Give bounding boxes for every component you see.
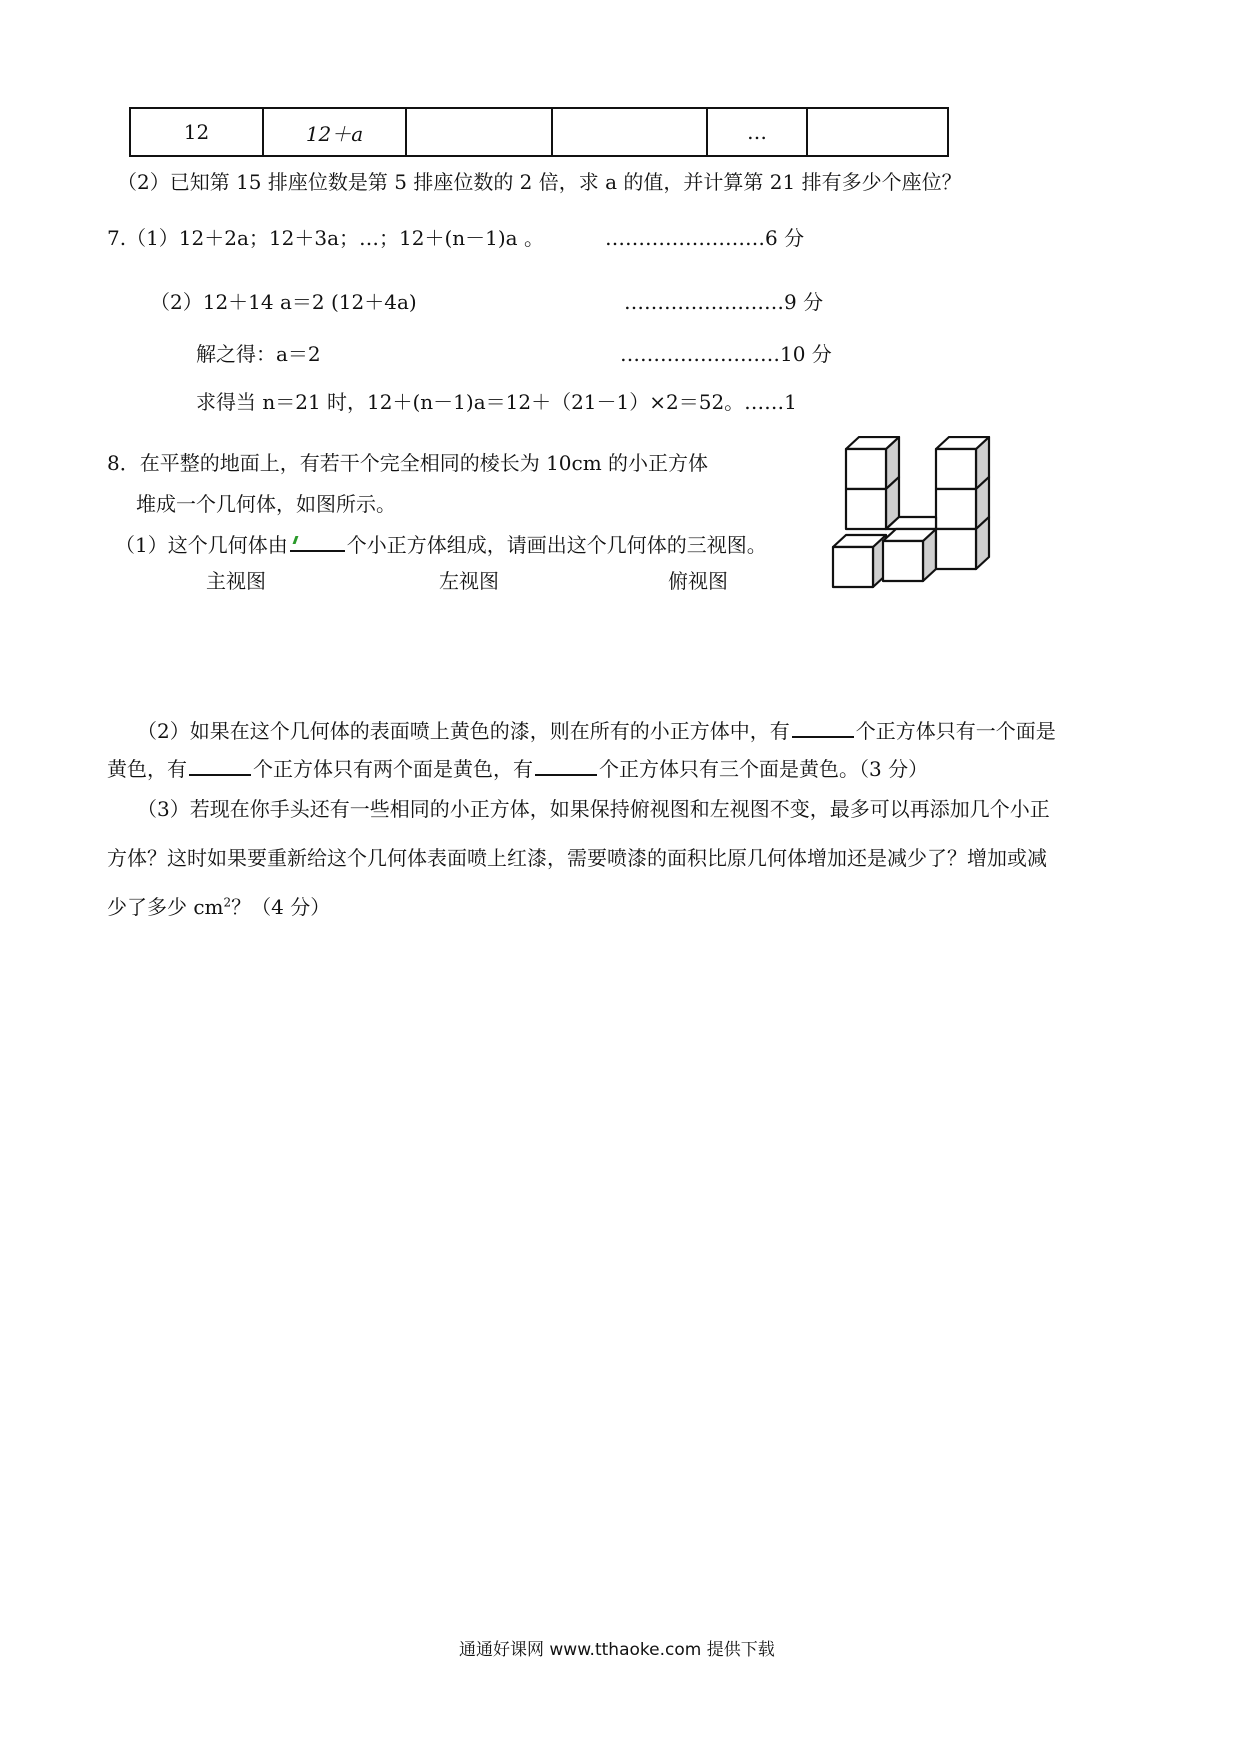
question-8-part-3-line-2: 方体？这时如果要重新给这个几何体表面喷上红漆，需要喷漆的面积比原几何体增加还是减少了？增加或减 xyxy=(107,846,1047,870)
question-8-part-3-line-3 xyxy=(107,895,330,919)
table-cell xyxy=(406,108,552,156)
part-1-text-before: （1）这个几何体由 xyxy=(115,533,288,557)
question-8-stem-1: 8．在平整的地面上，有若干个完全相同的棱长为 10cm 的小正方体 xyxy=(107,451,709,475)
answer-7-score-3: ……………………10 分 xyxy=(620,342,832,366)
view-label-front: 主视图 xyxy=(206,569,266,593)
answer-7-line-4: 求得当 n＝21 时，12＋(n－1)a＝12＋（21－1）×2＝52。……1 xyxy=(196,390,797,414)
cube-icon xyxy=(833,535,886,587)
answer-blank[interactable] xyxy=(535,756,597,776)
table-cell: … xyxy=(707,108,807,156)
question-8-part-2-line-1 xyxy=(137,718,1056,743)
part-3-text: 少了多少 cm xyxy=(107,895,224,919)
table-row xyxy=(130,108,948,156)
cube-icon xyxy=(846,437,899,489)
answer-7-line-2: （2）12＋14 a＝2 (12＋4a) xyxy=(150,290,417,314)
table-cell xyxy=(552,108,707,156)
part-2-text: 个正方体只有一个面是 xyxy=(855,719,1056,743)
answer-7-score-2: ……………………9 分 xyxy=(624,290,824,314)
seat-table xyxy=(129,107,949,157)
answer-blank[interactable] xyxy=(290,532,345,552)
part-3-text: ？（4 分） xyxy=(231,895,331,919)
superscript: 2 xyxy=(223,895,232,910)
question-6-part-2: （2）已知第 15 排座位数是第 5 排座位数的 2 倍，求 a 的值，并计算第 21 排有多少个座位？ xyxy=(117,170,962,194)
page-footer: 通通好课网 www.tthaoke.com 提供下载 xyxy=(459,1640,775,1660)
answer-7-line-3: 解之得：a＝2 xyxy=(196,342,321,366)
cube-stack-figure xyxy=(818,436,1000,600)
answer-7-score-1: ……………………6 分 xyxy=(605,226,805,250)
table-cell: 12 xyxy=(130,108,263,156)
part-2-text: 个正方体只有三个面是黄色。（3 分） xyxy=(599,757,929,781)
view-label-left: 左视图 xyxy=(439,569,499,593)
answer-7-line-1: 7.（1）12＋2a；12＋3a；…；12＋(n－1)a 。 xyxy=(107,226,544,250)
question-8-part-1 xyxy=(115,532,767,557)
question-8-stem-2: 堆成一个几何体，如图所示。 xyxy=(136,492,396,516)
table-cell xyxy=(807,108,948,156)
question-8-part-2-line-2 xyxy=(107,756,928,781)
part-2-text: 个正方体只有两个面是黄色，有 xyxy=(253,757,533,781)
cube-icon xyxy=(936,437,989,489)
part-2-text: 黄色，有 xyxy=(107,757,187,781)
part-2-text: （2）如果在这个几何体的表面喷上黄色的漆，则在所有的小正方体中，有 xyxy=(137,719,790,743)
part-1-text-after: 个小正方体组成，请画出这个几何体的三视图。 xyxy=(346,533,767,557)
question-8-part-3-line-1: （3）若现在你手头还有一些相同的小正方体，如果保持俯视图和左视图不变，最多可以再添加几个小正 xyxy=(137,797,1050,821)
answer-blank[interactable] xyxy=(792,718,854,738)
table-cell: 12＋a xyxy=(263,108,406,156)
answer-blank[interactable] xyxy=(189,756,251,776)
view-label-top: 俯视图 xyxy=(668,569,728,593)
cube-icon xyxy=(883,529,936,581)
